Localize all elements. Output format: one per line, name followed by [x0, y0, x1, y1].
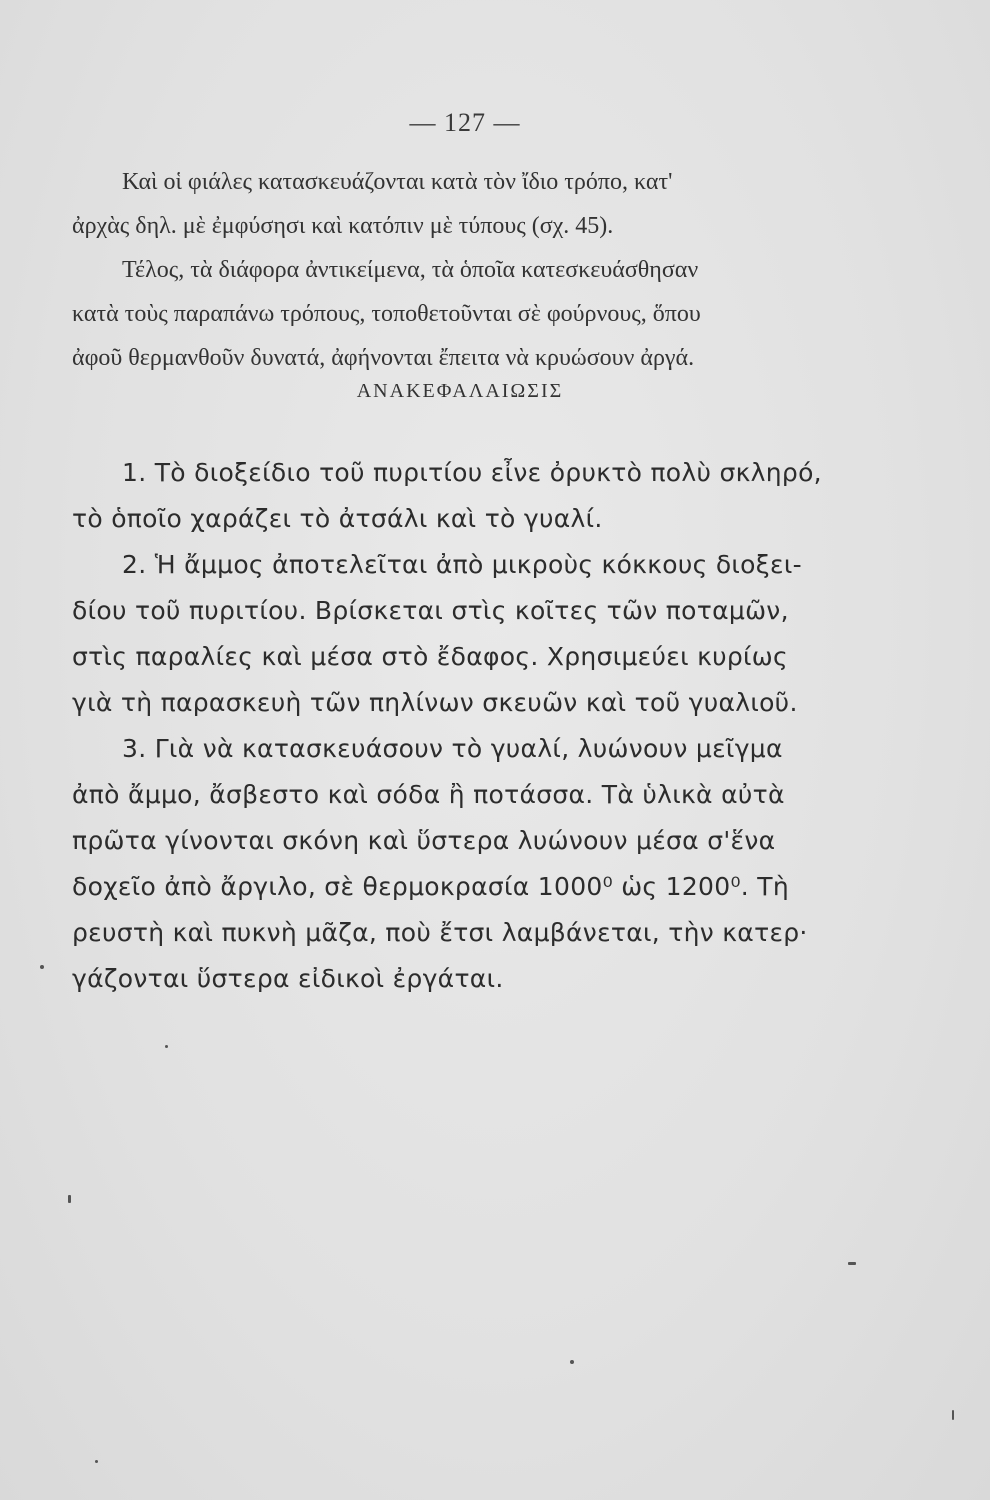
- text-line: ἀφοῦ θερμανθοῦν δυνατά, ἀφήνονται ἔπειτα νὰ κρυώσουν ἀργά.: [72, 345, 695, 371]
- paper-speck: [165, 1045, 168, 1048]
- summary-line: γάζονται ὕστερα εἰδικοὶ ἐργάται.: [72, 964, 504, 993]
- summary-line: 1. Τὸ διοξείδιο τοῦ πυριτίου εἶνε ὀρυκτὸ πολὺ σκληρό,: [122, 458, 822, 487]
- summary-list: [72, 450, 852, 1002]
- summary-line: στὶς παραλίες καὶ μέσα στὸ ἔδαφος. Χρησιμεύει κυρίως: [72, 642, 789, 671]
- text-line: κατὰ τοὺς παραπάνω τρόπους, τοποθετοῦνται σὲ φούρνους, ὅπου: [72, 301, 701, 327]
- section-heading: ΑΝΑΚΕΦΑΛΑΙΩΣΙΣ: [356, 380, 564, 402]
- summary-line: 2. Ἡ ἄμμος ἀποτελεῖται ἀπὸ μικροὺς κόκκους διοξει-: [122, 550, 802, 579]
- summary-line: δίου τοῦ πυριτίου. Βρίσκεται στὶς κοῖτες τῶν ποταμῶν,: [72, 596, 789, 625]
- text-line: Καὶ οἱ φιάλες κατασκευάζονται κατὰ τὸν ἴδιο τρόπο, κατ': [122, 169, 673, 195]
- summary-line: 3. Γιὰ νὰ κατασκευάσουν τὸ γυαλί, λυώνουν μεῖγμα: [122, 734, 783, 763]
- summary-line: πρῶτα γίνονται σκόνη καὶ ὕστερα λυώνουν μέσα σ'ἕνα: [72, 826, 776, 855]
- paper-speck: [848, 1262, 856, 1265]
- summary-line: δοχεῖο ἀπὸ ἄργιλο, σὲ θερμοκρασία 1000⁰ ὡς 1200⁰. Τὴ: [72, 872, 790, 901]
- text-line: Τέλος, τὰ διάφορα ἀντικείμενα, τὰ ὁποῖα κατεσκευάσθησαν: [122, 257, 699, 283]
- summary-line: τὸ ὁποῖο χαράζει τὸ ἀτσάλι καὶ τὸ γυαλί.: [72, 504, 603, 533]
- text-line: ἀρχὰς δηλ. μὲ ἐμφύσησι καὶ κατόπιν μὲ τύπους (σχ. 45).: [72, 213, 614, 239]
- paper-speck: [68, 1195, 71, 1203]
- paper-speck: [952, 1410, 954, 1420]
- page-number: — 127 —: [409, 108, 521, 137]
- paper-speck: [570, 1360, 574, 1364]
- paper-speck: [95, 1460, 98, 1463]
- summary-line: ἀπὸ ἄμμο, ἄσβεστο καὶ σόδα ἢ ποτάσσα. Τὰ ὑλικὰ αὐτὰ: [72, 780, 785, 809]
- paper-speck: [40, 965, 44, 969]
- intro-paragraphs: [72, 160, 852, 380]
- summary-line: γιὰ τὴ παρασκευὴ τῶν πηλίνων σκευῶν καὶ τοῦ γυαλιοῦ.: [72, 688, 798, 717]
- summary-line: ρευστὴ καὶ πυκνὴ μᾶζα, ποὺ ἔτσι λαμβάνεται, τὴν κατερ·: [72, 918, 808, 947]
